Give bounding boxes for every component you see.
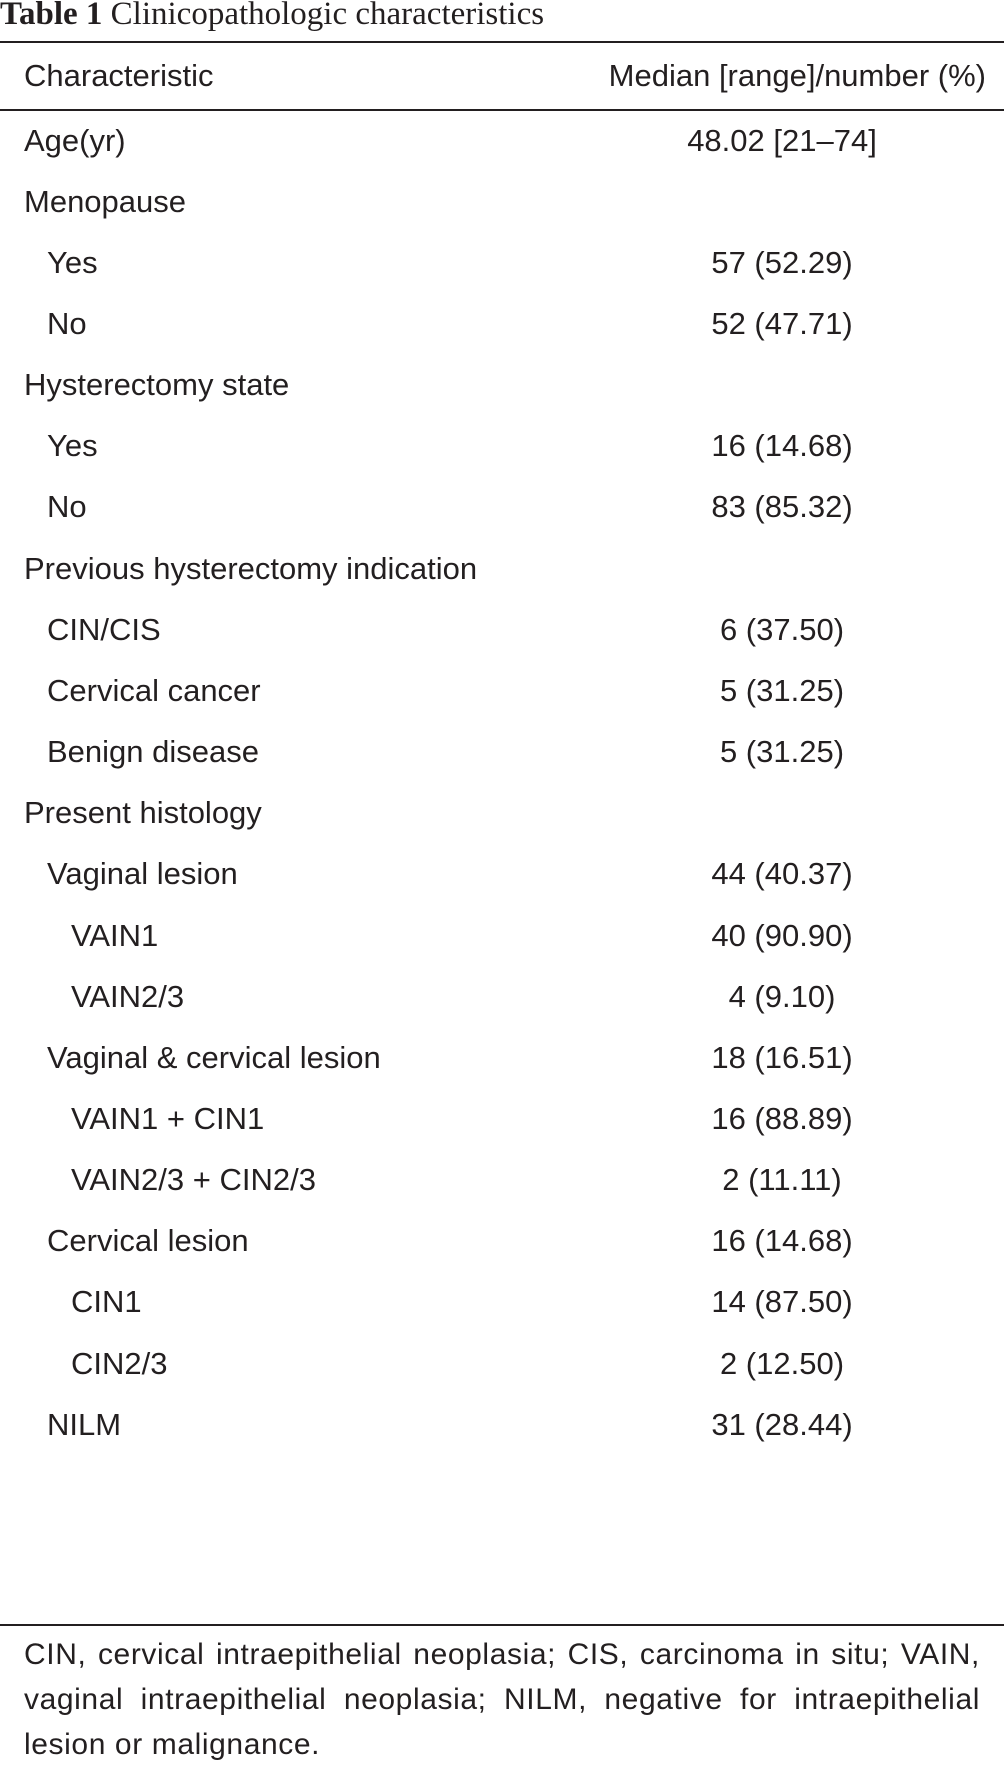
table-row <box>0 171 1004 232</box>
table-number: Table 1 <box>0 0 103 32</box>
table-header <box>0 42 1004 109</box>
row-label: Age(yr) <box>24 122 126 158</box>
row-value <box>582 171 982 232</box>
row-value: 14 (87.50) <box>711 1284 853 1320</box>
row-value: 2 (11.11) <box>722 1162 842 1198</box>
row-value: 5 (31.25) <box>719 734 845 770</box>
row-value <box>582 355 982 416</box>
row-label: VAIN2/3 + CIN2/3 <box>71 1162 316 1198</box>
row-label: Menopause <box>24 183 187 219</box>
table-row <box>0 1333 1004 1394</box>
row-label: Yes <box>47 244 98 280</box>
row-value: 2 (12.50) <box>719 1345 845 1381</box>
header-characteristic: Characteristic <box>24 57 214 93</box>
table-row <box>0 660 1004 721</box>
table-row <box>0 355 1004 416</box>
row-value: 18 (16.51) <box>711 1039 853 1075</box>
table-row <box>0 905 1004 966</box>
bottom-rule <box>0 1624 1004 1626</box>
row-value: 52 (47.71) <box>711 306 853 341</box>
row-label: Previous hysterectomy indication <box>24 550 478 586</box>
row-label: No <box>47 489 87 525</box>
row-label: VAIN2/3 <box>71 978 185 1014</box>
row-label: Yes <box>47 428 98 464</box>
row-value: 40 (90.90) <box>711 917 853 953</box>
row-value: 16 (14.68) <box>711 428 853 464</box>
table-row <box>0 110 1004 171</box>
table-row <box>0 1211 1004 1272</box>
row-label: Benign disease <box>47 734 259 770</box>
row-value: 48.02 [21–74] <box>687 122 877 158</box>
table-row <box>0 477 1004 538</box>
row-value: 16 (88.89) <box>711 1100 853 1136</box>
table-row <box>0 538 1004 599</box>
row-value <box>582 538 982 599</box>
row-value: 5 (31.25) <box>719 672 845 708</box>
table-row <box>0 783 1004 844</box>
table-row <box>0 416 1004 477</box>
table-caption <box>0 0 544 34</box>
row-value <box>582 783 982 844</box>
row-label: CIN1 <box>71 1284 142 1320</box>
row-label: Hysterectomy state <box>24 367 290 403</box>
table-title: Clinicopathologic characteristics <box>110 0 545 32</box>
table-row <box>0 722 1004 783</box>
row-label: Present histology <box>24 795 262 831</box>
table-row <box>0 1150 1004 1211</box>
row-label: VAIN1 <box>71 917 159 953</box>
table-row <box>0 1088 1004 1149</box>
row-value: 16 (14.68) <box>711 1223 853 1259</box>
table-row <box>0 599 1004 660</box>
table-row <box>0 293 1004 354</box>
row-label: CIN2/3 <box>71 1345 168 1381</box>
row-value: 57 (52.29) <box>711 244 853 280</box>
row-label: VAIN1 + CIN1 <box>71 1100 265 1136</box>
header-value: Median [range]/number (%) <box>608 57 986 93</box>
table-row <box>0 1394 1004 1455</box>
table-row <box>0 232 1004 293</box>
row-label: CIN/CIS <box>47 611 161 647</box>
table-row <box>0 966 1004 1027</box>
row-label: NILM <box>47 1406 122 1442</box>
row-value: 4 (9.10) <box>728 978 836 1014</box>
row-label: No <box>47 306 87 341</box>
row-value: 44 (40.37) <box>711 856 853 892</box>
row-value: 31 (28.44) <box>711 1406 853 1442</box>
table-row <box>0 1272 1004 1333</box>
row-value: 6 (37.50) <box>719 611 845 647</box>
row-label: Vaginal & cervical lesion <box>47 1039 381 1075</box>
table-footnote: CIN, cervical intraepithelial neoplasia; CIS, carcinoma in situ; VAIN, vaginal intraepithelial neoplasia; NILM, negative for intraepithelial lesion or malignance. <box>24 1638 980 1761</box>
table-row <box>0 1027 1004 1088</box>
row-value: 83 (85.32) <box>711 489 853 525</box>
table-row <box>0 844 1004 905</box>
row-label: Vaginal lesion <box>47 856 238 892</box>
row-label: Cervical cancer <box>47 672 261 708</box>
row-label: Cervical lesion <box>47 1223 249 1259</box>
